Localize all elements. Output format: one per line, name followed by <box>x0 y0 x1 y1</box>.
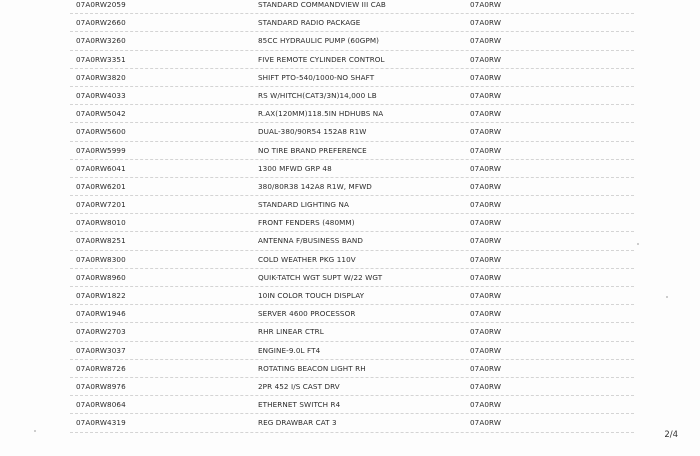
part-code: 07A0RW8976 <box>76 381 126 391</box>
part-code: 07A0RW8010 <box>76 218 126 228</box>
table-row <box>70 342 634 360</box>
part-code: 07A0RW8300 <box>76 254 126 264</box>
table-row <box>70 251 634 269</box>
model-code: 07A0RW <box>470 272 502 282</box>
part-code: 07A0RW4033 <box>76 90 126 100</box>
part-code: 07A0RW8251 <box>76 236 126 246</box>
table-row <box>70 32 634 50</box>
part-description: RS W/HITCH(CAT3/3N)14,000 LB <box>258 90 377 100</box>
part-code: 07A0RW5600 <box>76 127 126 137</box>
page-number: 2/4 <box>664 430 678 440</box>
part-code: 07A0RW2703 <box>76 327 126 337</box>
part-code: 07A0RW4319 <box>76 418 126 428</box>
part-code: 07A0RW7201 <box>76 200 126 210</box>
model-code: 07A0RW <box>470 254 502 264</box>
part-code: 07A0RW3260 <box>76 36 126 46</box>
scan-speck <box>34 430 36 432</box>
table-row <box>70 0 634 14</box>
model-code: 07A0RW <box>470 163 502 173</box>
model-code: 07A0RW <box>470 0 502 9</box>
part-description: ETHERNET SWITCH R4 <box>258 400 341 410</box>
table-row <box>70 51 634 69</box>
part-description: ROTATING BEACON LIGHT RH <box>258 363 366 373</box>
table-row <box>70 287 634 305</box>
model-code: 07A0RW <box>470 90 502 100</box>
part-code: 07A0RW8960 <box>76 272 126 282</box>
model-code: 07A0RW <box>470 418 502 428</box>
table-row <box>70 105 634 123</box>
model-code: 07A0RW <box>470 36 502 46</box>
model-code: 07A0RW <box>470 18 502 28</box>
part-code: 07A0RW6201 <box>76 181 126 191</box>
part-description: REG DRAWBAR CAT 3 <box>258 418 337 428</box>
table-row <box>70 69 634 87</box>
table-row <box>70 414 634 432</box>
part-description: SHIFT PTO-540/1000-NO SHAFT <box>258 72 375 82</box>
part-description: 1300 MFWD GRP 48 <box>258 163 332 173</box>
part-description: COLD WEATHER PKG 110V <box>258 254 356 264</box>
part-description: 380/80R38 142A8 R1W, MFWD <box>258 181 372 191</box>
part-description: FIVE REMOTE CYLINDER CONTROL <box>258 54 385 64</box>
model-code: 07A0RW <box>470 327 502 337</box>
model-code: 07A0RW <box>470 109 502 119</box>
part-description: STANDARD RADIO PACKAGE <box>258 18 361 28</box>
model-code: 07A0RW <box>470 145 502 155</box>
table-row <box>70 14 634 32</box>
part-code: 07A0RW1822 <box>76 291 126 300</box>
table-row <box>70 232 634 250</box>
model-code: 07A0RW <box>470 381 502 391</box>
model-code: 07A0RW <box>470 345 502 355</box>
part-description: STANDARD LIGHTING NA <box>258 200 349 210</box>
table-row <box>70 178 634 196</box>
model-code: 07A0RW <box>470 181 502 191</box>
model-code: 07A0RW <box>470 200 502 210</box>
table-row <box>70 142 634 160</box>
model-code: 07A0RW <box>470 400 502 410</box>
part-description: ANTENNA F/BUSINESS BAND <box>258 236 363 246</box>
part-description: 2PR 452 I/S CAST DRV <box>258 381 340 391</box>
part-description: R.AX(120MM)118.5IN HDHUBS NA <box>258 109 384 119</box>
table-row <box>70 123 634 141</box>
table-row <box>70 396 634 414</box>
part-description: 85CC HYDRAULIC PUMP (60GPM) <box>258 36 380 46</box>
part-code: 07A0RW3820 <box>76 72 126 82</box>
part-code: 07A0RW3037 <box>76 345 126 355</box>
part-code: 07A0RW6041 <box>76 163 126 173</box>
table-row <box>70 214 634 232</box>
table-row <box>70 378 634 396</box>
part-description: QUIK-TATCH WGT SUPT W/22 WGT <box>258 272 383 282</box>
table-row <box>70 160 634 178</box>
part-description: 10IN COLOR TOUCH DISPLAY <box>258 291 365 300</box>
model-code: 07A0RW <box>470 218 502 228</box>
part-code: 07A0RW2059 <box>76 0 126 9</box>
part-code: 07A0RW8726 <box>76 363 126 373</box>
model-code: 07A0RW <box>470 363 502 373</box>
model-code: 07A0RW <box>470 127 502 137</box>
table-row <box>70 323 634 341</box>
part-code: 07A0RW5042 <box>76 109 126 119</box>
part-description: ENGINE-9.0L FT4 <box>258 345 321 355</box>
table-row <box>70 269 634 287</box>
scan-speck <box>666 296 668 298</box>
table-row <box>70 305 634 323</box>
part-description: FRONT FENDERS (480MM) <box>258 218 355 228</box>
part-description: RHR LINEAR CTRL <box>258 327 324 337</box>
part-description: NO TIRE BRAND PREFERENCE <box>258 145 367 155</box>
part-code: 07A0RW8064 <box>76 400 126 410</box>
model-code: 07A0RW <box>470 236 502 246</box>
model-code: 07A0RW <box>470 54 502 64</box>
part-code: 07A0RW3351 <box>76 54 126 64</box>
table-row <box>70 360 634 378</box>
table-row <box>70 196 634 214</box>
part-description: DUAL-380/90R54 152A8 R1W <box>258 127 367 137</box>
model-code: 07A0RW <box>470 72 502 82</box>
part-code: 07A0RW2660 <box>76 18 126 28</box>
model-code: 07A0RW <box>470 309 502 319</box>
part-code: 07A0RW1946 <box>76 309 126 319</box>
model-code: 07A0RW <box>470 291 502 300</box>
table-row <box>70 87 634 105</box>
part-description: SERVER 4600 PROCESSOR <box>258 309 356 319</box>
part-description: STANDARD COMMANDVIEW III CAB <box>258 0 386 9</box>
part-code: 07A0RW5999 <box>76 145 126 155</box>
scan-speck <box>637 243 639 245</box>
